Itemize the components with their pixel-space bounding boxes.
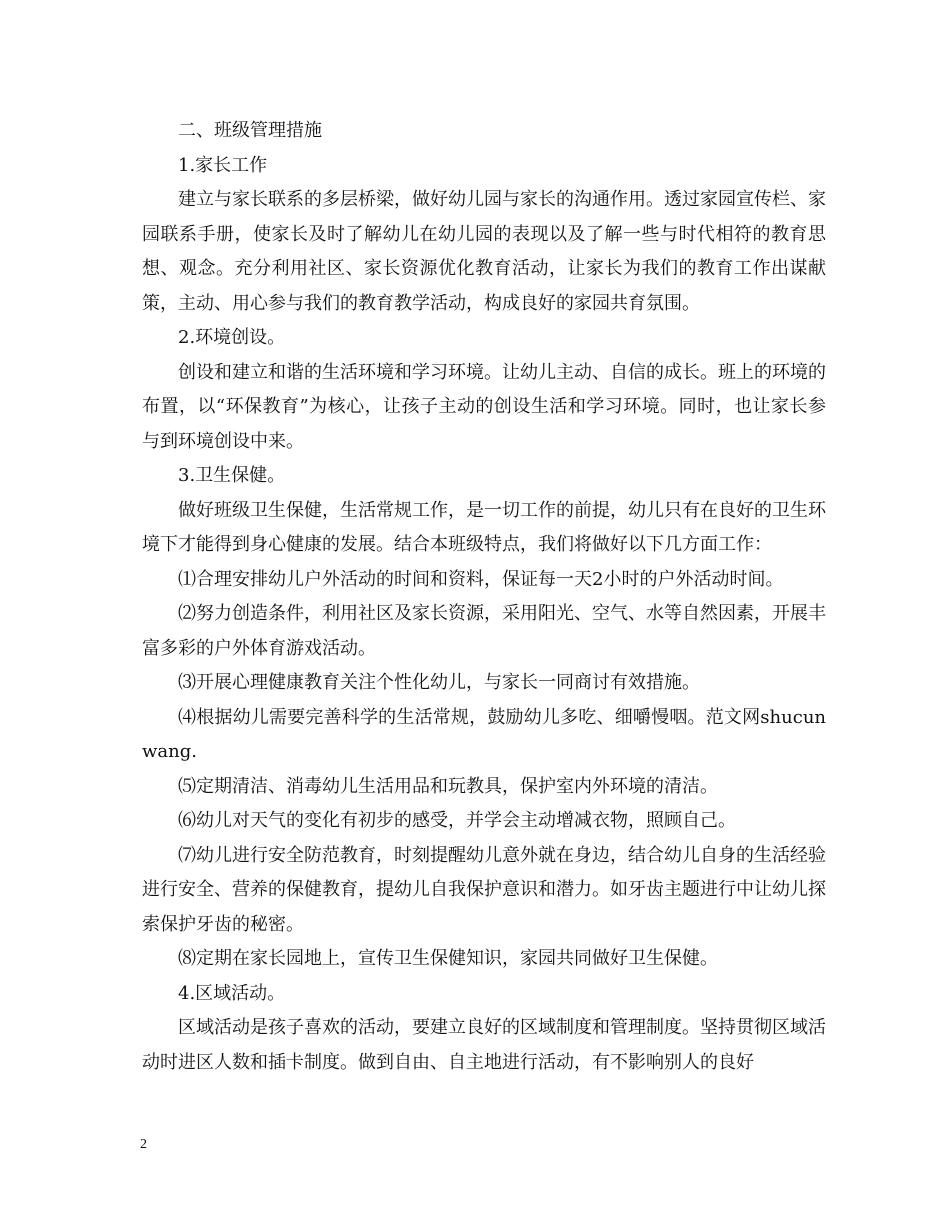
section-heading: 二、班级管理措施 — [178, 120, 322, 141]
subsection-heading-environment: 2.环境创设。 — [178, 327, 286, 348]
paragraph-area-activities: 区域活动是孩子喜欢的活动，要建立良好的区域制度和管理制度。坚持贯彻区域活动时进区人数和插卡制度。做到自由、自主地进行活动，有不影响别人的良好 — [142, 1017, 826, 1073]
list-item-2: ⑵努力创造条件，利用社区及家长资源，采用阳光、空气、水等自然因素，开展丰富多彩的户外体育游戏活动。 — [142, 603, 826, 659]
list-item-8: ⑻定期在家长园地上，宣传卫生保健知识，家园共同做好卫生保健。 — [178, 948, 718, 969]
list-item-7: ⑺幼儿进行安全防范教育，时刻提醒幼儿意外就在身边，结合幼儿自身的生活经验进行安全、营养的保健教育，提幼儿自我保护意识和潜力。如牙齿主题进行中让幼儿探索保护牙齿的秘密。 — [142, 844, 826, 935]
subsection-heading-area-activities: 4.区域活动。 — [178, 982, 286, 1004]
paragraph-health-care: 做好班级卫生保健，生活常规工作，是一切工作的前提，幼儿只有在良好的卫生环境下才能得到身心健康的发展。结合本班级特点，我们将做好以下几方面工作： — [142, 499, 826, 555]
list-item-6: ⑹幼儿对天气的变化有初步的感受，并学会主动增减衣物，照顾自己。 — [178, 810, 736, 831]
document-body — [142, 114, 826, 1080]
paragraph-environment: 创设和建立和谐的生活环境和学习环境。让幼儿主动、自信的成长。班上的环境的布置，以“环保教育”为核心，让孩子主动的创设生活和学习环境。同时，也让家长参与到环境创设中来。 — [142, 361, 826, 452]
list-item-4: ⑷根据幼儿需要完善科学的生活常规，鼓励幼儿多吃、细嚼慢咽。范文网shucunwang. — [142, 706, 826, 762]
paragraph-parent-work: 建立与家长联系的多层桥梁，做好幼儿园与家长的沟通作用。透过家园宣传栏、家园联系手册，使家长及时了解幼儿在幼儿园的表现以及了解一些与时代相符的教育思想、观念。充分利用社区、家长资源优化教育活动，让家长为我们的教育工作出谋献策，主动、用心参与我们的教育教学活动，构成良好的家园共育氛围。 — [142, 189, 826, 314]
list-item-1: ⑴合理安排幼儿户外活动的时间和资料，保证每一天2小时的户外活动时间。 — [178, 568, 784, 590]
page-number: 2 — [140, 1137, 147, 1152]
subsection-heading-parent-work: 1.家长工作 — [178, 154, 268, 176]
list-item-5: ⑸定期清洁、消毒幼儿生活用品和玩教具，保护室内外环境的清洁。 — [178, 775, 718, 797]
list-item-3: ⑶开展心理健康教育关注个性化幼儿，与家长一同商讨有效措施。 — [178, 672, 700, 693]
subsection-heading-health-care: 3.卫生保健。 — [178, 465, 286, 486]
